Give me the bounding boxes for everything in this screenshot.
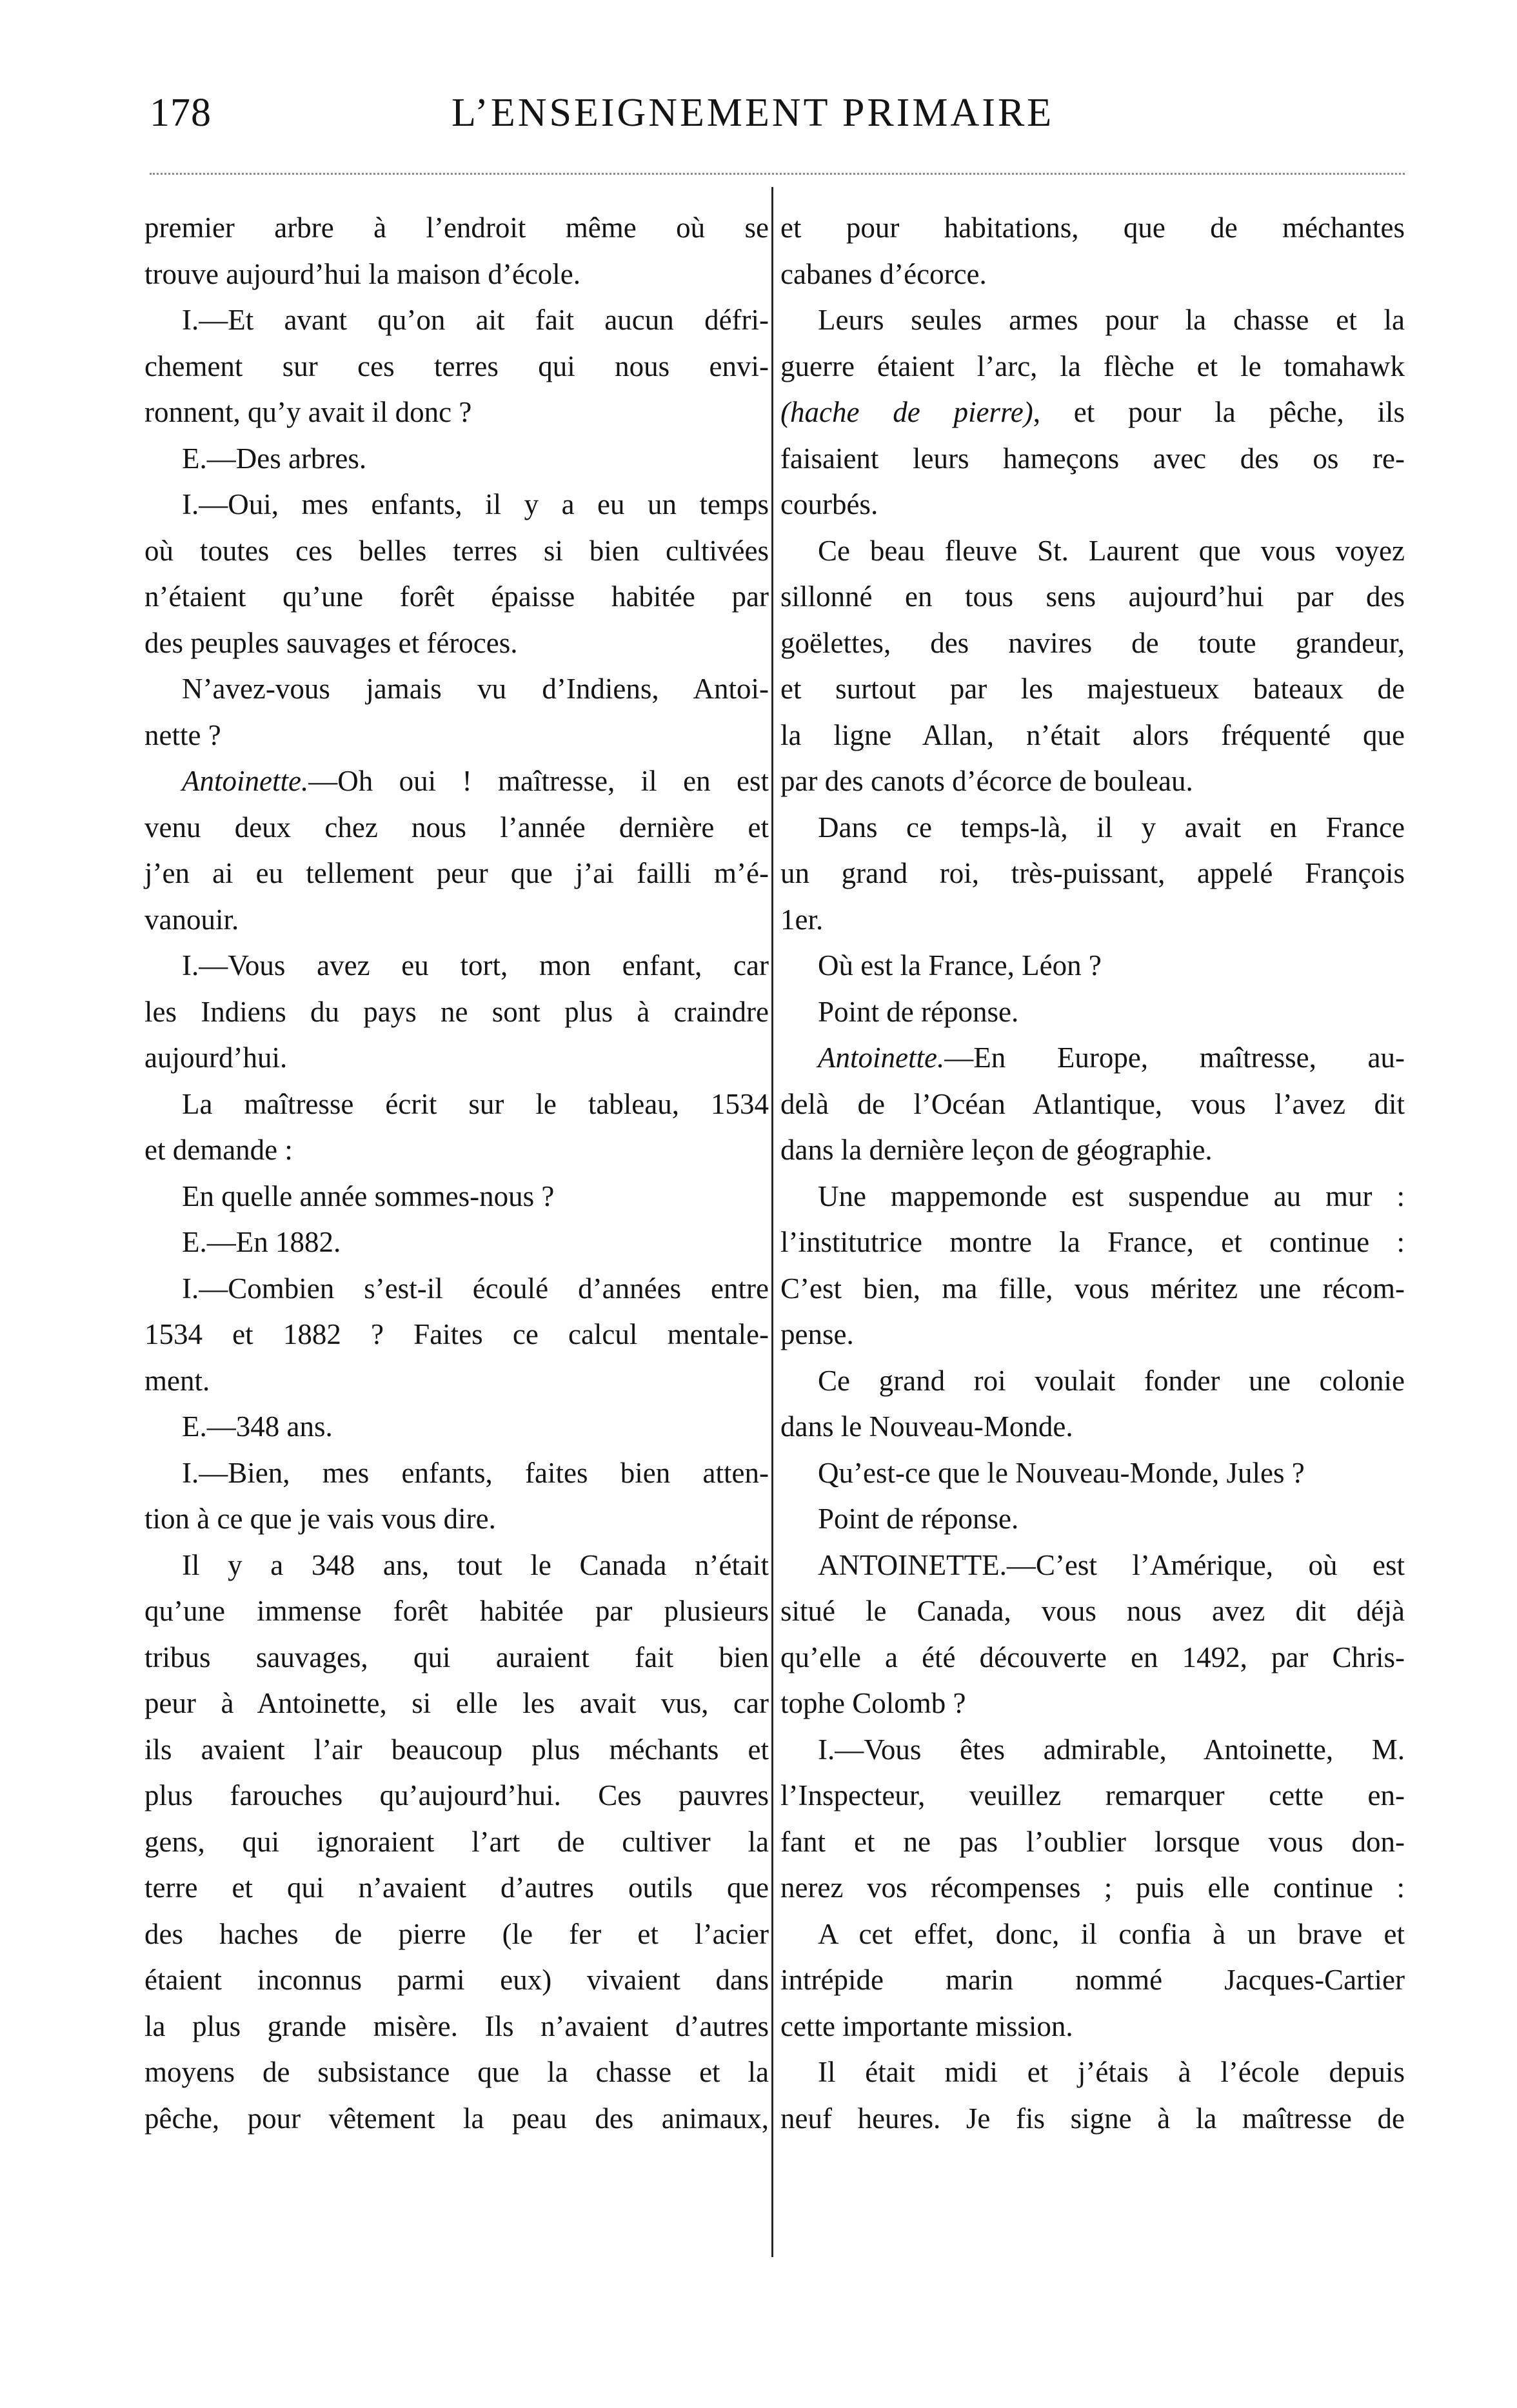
- header-rule: [150, 173, 1405, 175]
- text-line: E.—Des arbres.: [182, 442, 367, 475]
- text-line: faisaient leurs hameçons avec des os re-: [780, 442, 1405, 475]
- text-line: guerre étaient l’arc, la flèche et le tomahawk: [780, 350, 1405, 382]
- text-line: delà de l’Océan Atlantique, vous l’avez dit: [780, 1087, 1405, 1120]
- right-text-column: [780, 205, 1405, 2142]
- left-text-column: [144, 205, 769, 2142]
- page-number: 178: [150, 91, 212, 135]
- text-line: E.—En 1882.: [182, 1226, 341, 1258]
- text-line: ronnent, qu’y avait il donc ?: [144, 396, 472, 428]
- text-line: (hache de pierre), et pour la pêche, ils: [780, 396, 1405, 428]
- text-line: aujourd’hui.: [144, 1041, 288, 1074]
- text-line: Antoinette.—Oh oui ! maîtresse, il en est: [182, 765, 769, 797]
- text-line: n’étaient qu’une forêt épaisse habitée par: [144, 580, 769, 613]
- text-line: tribus sauvages, qui auraient fait bien: [144, 1641, 769, 1673]
- text-line: fant et ne pas l’oublier lorsque vous don-: [780, 1825, 1405, 1858]
- text-line: qu’une immense forêt habitée par plusieurs: [144, 1595, 769, 1627]
- text-line: I.—Vous avez eu tort, mon enfant, car: [182, 949, 769, 982]
- running-title: L’ENSEIGNEMENT PRIMAIRE: [451, 91, 1055, 135]
- text-line: moyens de subsistance que la chasse et la: [144, 2056, 769, 2088]
- text-line: gens, qui ignoraient l’art de cultiver la: [144, 1825, 769, 1858]
- text-line: l’Inspecteur, veuillez remarquer cette en-: [780, 1779, 1405, 1811]
- text-line: des peuples sauvages et féroces.: [144, 626, 518, 659]
- text-line: N’avez-vous jamais vu d’Indiens, Antoi-: [182, 673, 769, 705]
- text-line: dans la dernière leçon de géographie.: [780, 1134, 1213, 1166]
- text-line: ANTOINETTE.—C’est l’Amérique, où est: [818, 1548, 1405, 1581]
- text-line: peur à Antoinette, si elle les avait vus, car: [144, 1687, 769, 1719]
- text-line: I.—Et avant qu’on ait fait aucun défri-: [182, 304, 769, 336]
- text-line: nerez vos récompenses ; puis elle continue :: [780, 1871, 1405, 1904]
- text-line: où toutes ces belles terres si bien cultivées: [144, 534, 769, 567]
- text-line: nette ?: [144, 718, 221, 751]
- text-line: Il y a 348 ans, tout le Canada n’était: [182, 1548, 769, 1581]
- text-line: tion à ce que je vais vous dire.: [144, 1503, 496, 1535]
- text-line: Antoinette.—En Europe, maîtresse, au-: [818, 1041, 1405, 1074]
- text-line: et pour habitations, que de méchantes: [780, 212, 1405, 244]
- text-line: dans le Nouveau-Monde.: [780, 1410, 1073, 1443]
- text-line: I.—Oui, mes enfants, il y a eu un temps: [182, 488, 769, 520]
- text-line: ment.: [144, 1364, 210, 1397]
- text-line: I.—Bien, mes enfants, faites bien atten-: [182, 1456, 769, 1489]
- text-line: l’institutrice montre la France, et continue :: [780, 1226, 1405, 1258]
- text-line: sillonné en tous sens aujourd’hui par des: [780, 580, 1405, 613]
- text-line: goëlettes, des navires de toute grandeur,: [780, 626, 1405, 659]
- column-divider: [771, 187, 773, 2257]
- text-line: Une mappemonde est suspendue au mur :: [818, 1179, 1405, 1212]
- text-line: et demande :: [144, 1134, 293, 1166]
- text-line: plus farouches qu’aujourd’hui. Ces pauvres: [144, 1779, 769, 1811]
- text-line: 1534 et 1882 ? Faites ce calcul mentale-: [144, 1318, 769, 1350]
- text-line: courbés.: [780, 488, 878, 520]
- text-line: Où est la France, Léon ?: [818, 949, 1102, 982]
- text-line: cette importante mission.: [780, 2009, 1073, 2042]
- text-line: A cet effet, donc, il confia à un brave et: [818, 1917, 1405, 1950]
- text-line: premier arbre à l’endroit même où se: [144, 212, 769, 244]
- text-line: 1er.: [780, 903, 824, 936]
- text-line: par des canots d’écorce de bouleau.: [780, 765, 1193, 797]
- text-line: Dans ce temps-là, il y avait en France: [818, 811, 1405, 844]
- text-line: pêche, pour vêtement la peau des animaux,: [144, 2102, 769, 2135]
- text-line: j’en ai eu tellement peur que j’ai failli m’é-: [144, 857, 769, 889]
- text-line: I.—Combien s’est-il écoulé d’années entre: [182, 1272, 769, 1305]
- text-line: des haches de pierre (le fer et l’acier: [144, 1917, 769, 1950]
- text-line: Point de réponse.: [818, 995, 1019, 1028]
- text-line: Leurs seules armes pour la chasse et la: [818, 304, 1405, 336]
- text-line: Ce beau fleuve St. Laurent que vous voyez: [818, 534, 1405, 567]
- text-line: pense.: [780, 1318, 854, 1350]
- text-line: intrépide marin nommé Jacques-Cartier: [780, 1964, 1405, 1996]
- text-line: Ce grand roi voulait fonder une colonie: [818, 1364, 1405, 1397]
- text-line: En quelle année sommes-nous ?: [182, 1179, 555, 1212]
- text-line: La maîtresse écrit sur le tableau, 1534: [182, 1087, 769, 1120]
- text-line: cabanes d’écorce.: [780, 257, 987, 290]
- text-line: neuf heures. Je fis signe à la maîtresse de: [780, 2102, 1405, 2135]
- text-line: C’est bien, ma fille, vous méritez une récom-: [780, 1272, 1405, 1305]
- text-line: Il était midi et j’étais à l’école depuis: [818, 2056, 1405, 2088]
- text-line: I.—Vous êtes admirable, Antoinette, M.: [818, 1733, 1405, 1766]
- text-line: la ligne Allan, n’était alors fréquenté que: [780, 718, 1405, 751]
- text-line: terre et qui n’avaient d’autres outils que: [144, 1871, 769, 1904]
- text-line: un grand roi, très-puissant, appelé François: [780, 857, 1405, 889]
- text-line: trouve aujourd’hui la maison d’école.: [144, 257, 581, 290]
- text-line: les Indiens du pays ne sont plus à craindre: [144, 995, 769, 1028]
- text-line: vanouir.: [144, 903, 239, 936]
- text-line: et surtout par les majestueux bateaux de: [780, 673, 1405, 705]
- text-line: la plus grande misère. Ils n’avaient d’autres: [144, 2009, 769, 2042]
- text-line: chement sur ces terres qui nous envi-: [144, 350, 769, 382]
- text-line: ils avaient l’air beaucoup plus méchants et: [144, 1733, 769, 1766]
- text-line: situé le Canada, vous nous avez dit déjà: [780, 1595, 1405, 1627]
- text-line: qu’elle a été découverte en 1492, par Chris-: [780, 1641, 1405, 1673]
- text-line: E.—348 ans.: [182, 1410, 333, 1443]
- text-line: tophe Colomb ?: [780, 1687, 966, 1719]
- text-line: Point de réponse.: [818, 1503, 1019, 1535]
- text-line: venu deux chez nous l’année dernière et: [144, 811, 769, 844]
- text-line: étaient inconnus parmi eux) vivaient dans: [144, 1964, 769, 1996]
- text-line: Qu’est-ce que le Nouveau-Monde, Jules ?: [818, 1456, 1305, 1489]
